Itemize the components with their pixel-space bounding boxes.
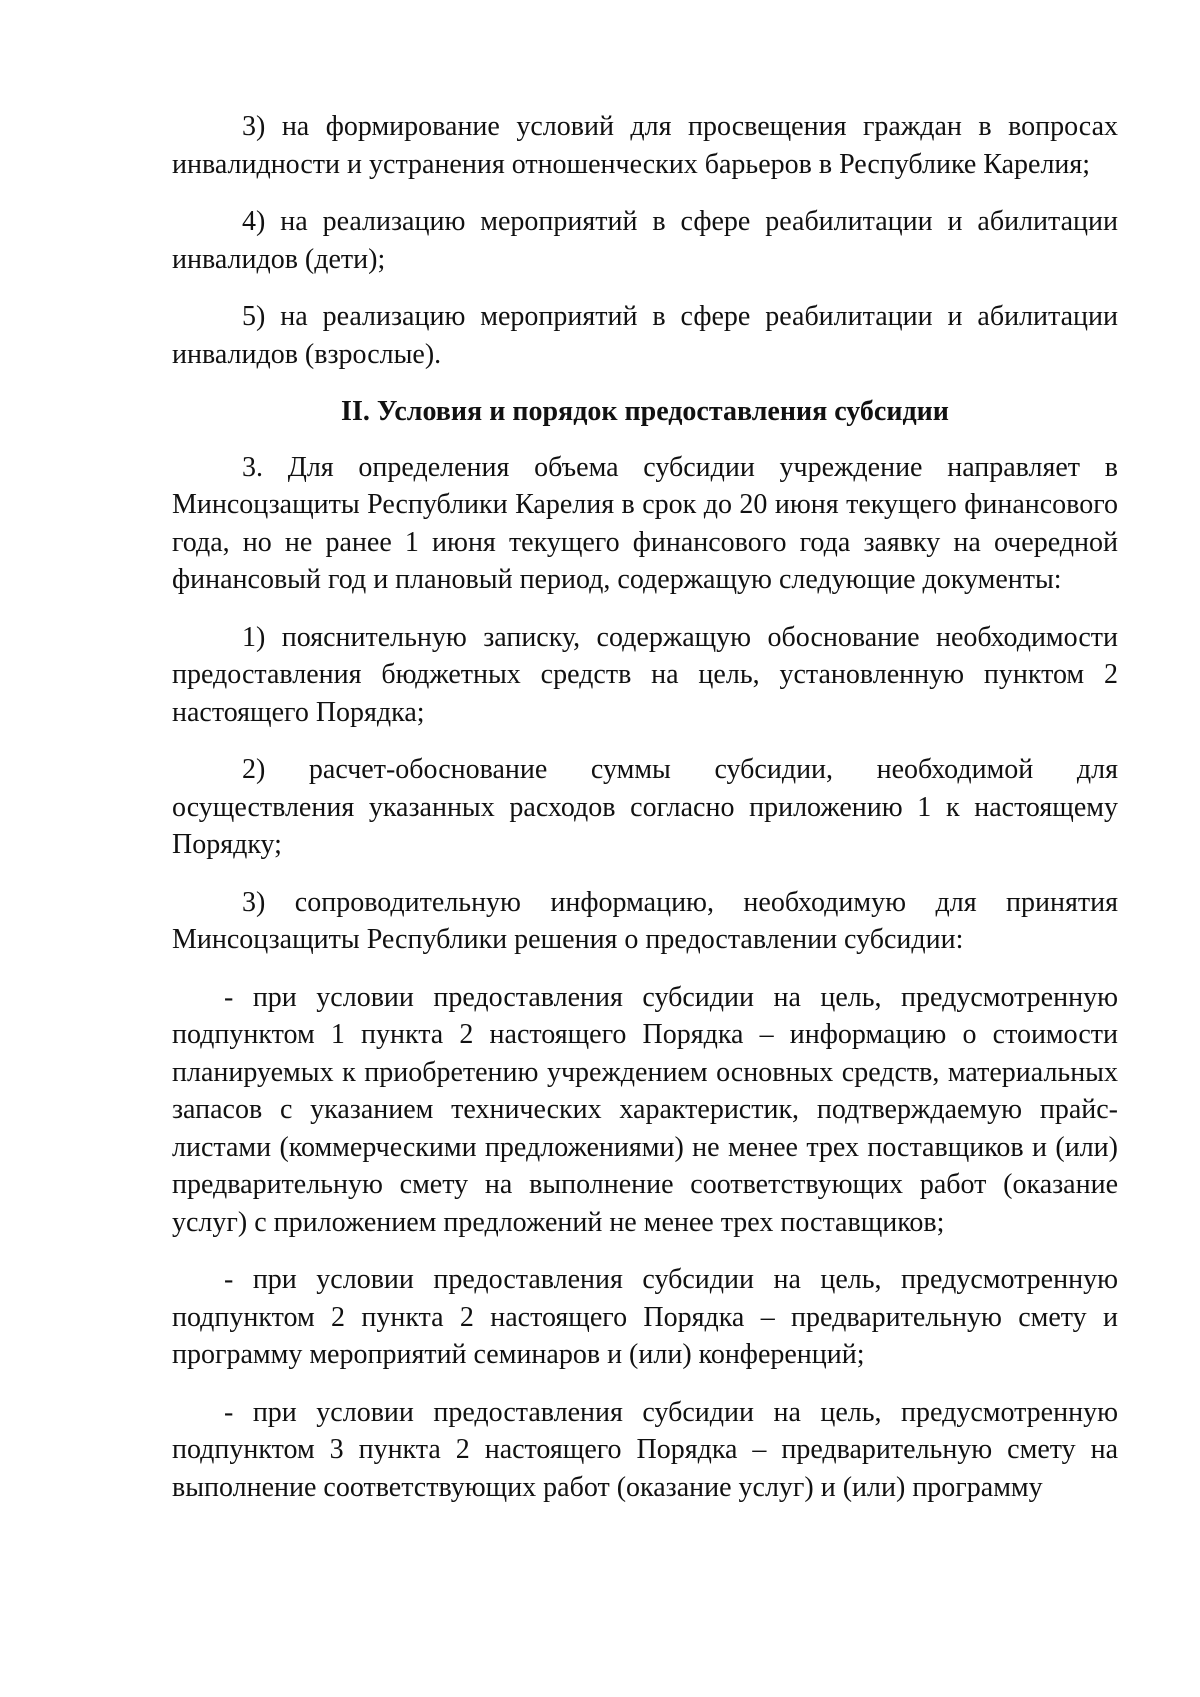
paragraph-calculation: 2) расчет-обоснование суммы субсидии, необходимой для осуществления указанных расходов согласно приложению 1 к настоящему Порядку; <box>172 754 1118 860</box>
dash-item-subparagraph-2: - при условии предоставления субсидии на цель, предусмотренную подпунктом 2 пункта 2 настоящего Порядка – предварительную смету и программу мероприятий семинаров и (или) конференций; <box>172 1264 1118 1370</box>
paragraph-clause-3: 3. Для определения объема субсидии учреждение направляет в Минсоцзащиты Республики Карелия в срок до 20 июня текущего финансового года, но не ранее 1 июня текущего финансового года заявку на очередной финансовый год и плановый период, содержащую следующие документы: <box>172 451 1118 595</box>
paragraph-item-3-education: 3) на формирование условий для просвещения граждан в вопросах инвалидности и устранения отношенческих барьеров в Республике Карелия; <box>172 111 1118 180</box>
document-page <box>172 108 1118 1526</box>
paragraph-accompanying-info: 3) сопроводительную информацию, необходимую для принятия Минсоцзащиты Республики решения о предоставлении субсидии: <box>172 886 1118 955</box>
paragraph-item-4-rehab-children: 4) на реализацию мероприятий в сфере реабилитации и абилитации инвалидов (дети); <box>172 206 1118 275</box>
paragraph-explanatory-note: 1) пояснительную записку, содержащую обоснование необходимости предоставления бюджетных средств на цель, установленную пунктом 2 настоящего Порядка; <box>172 621 1118 728</box>
dash-item-subparagraph-3: - при условии предоставления субсидии на цель, предусмотренную подпунктом 3 пункта 2 настоящего Порядка – предварительную смету на выполнение соответствующих работ (оказание услуг) и (или) программу <box>172 1396 1118 1503</box>
section-heading: II. Условия и порядок предоставления субсидии <box>341 396 949 427</box>
dash-item-subparagraph-1: - при условии предоставления субсидии на цель, предусмотренную подпунктом 1 пункта 2 настоящего Порядка – информацию о стоимости планируемых к приобретению учреждением основных средств, материальных запасов с указанием технических характеристик, подтверждаемую прайс-листами (коммерческими предложениями) не менее трех поставщиков и (или) предварительную смету на выполнение соответствующих работ (оказание услуг) с приложением предложений не менее трех поставщиков; <box>172 981 1118 1238</box>
paragraph-item-5-rehab-adults: 5) на реализацию мероприятий в сфере реабилитации и абилитации инвалидов (взрослые). <box>172 301 1118 370</box>
